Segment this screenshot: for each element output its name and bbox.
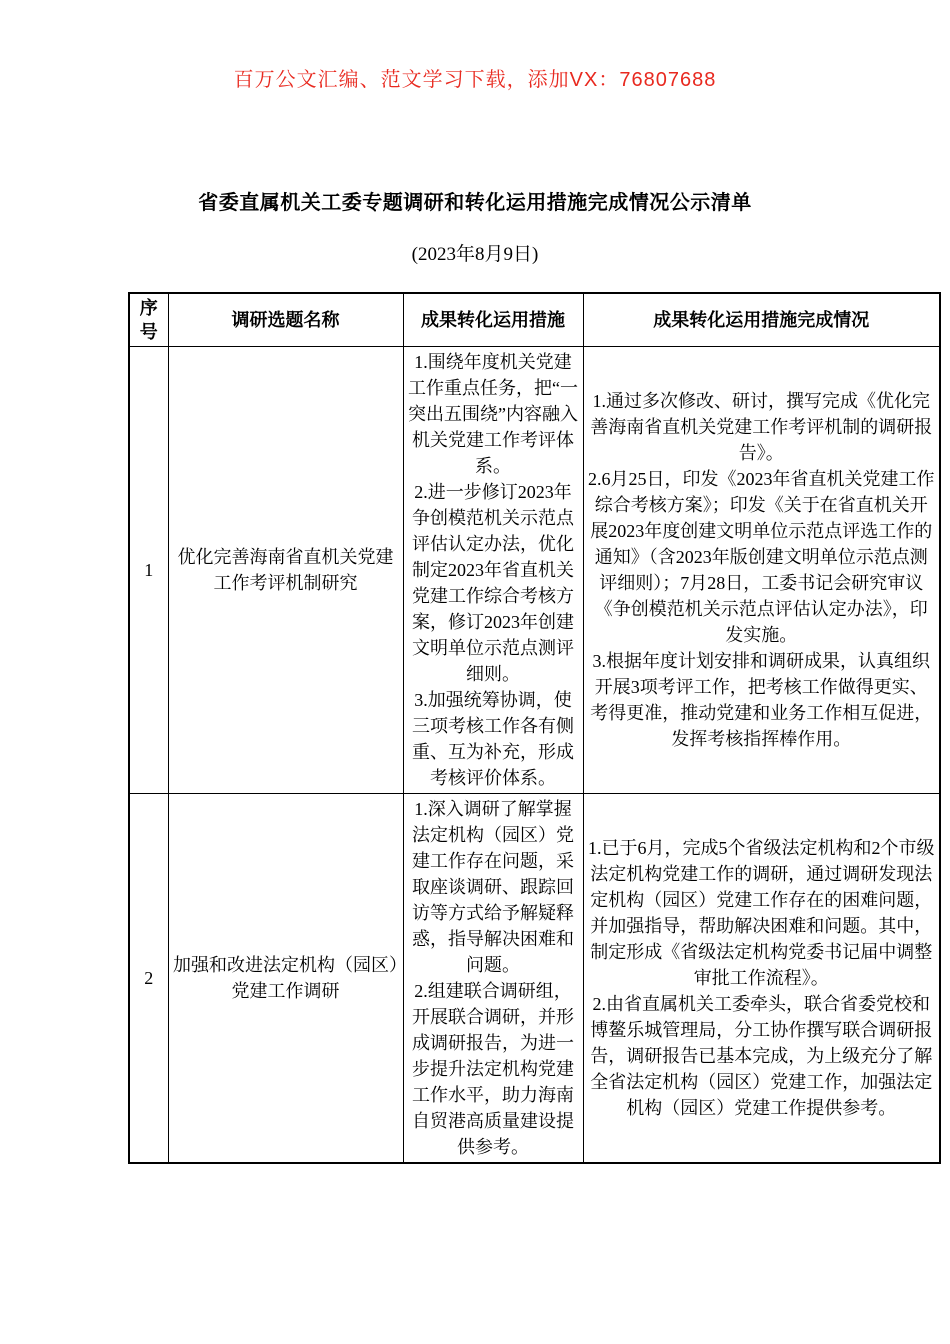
date-line: (2023年8月9日) (411, 244, 539, 265)
table-row (129, 794, 940, 1164)
row-topic-name: 加强和改进法定机构（园区）党建工作调研 (168, 794, 403, 1164)
row-measures (403, 794, 583, 1164)
status-paragraph: 2.由省直属机关工委牵头，联合省委党校和博鳌乐城管理局，分工协作撰写联合调研报告，调研报告已基本完成，为上级充分了解全省法定机构（园区）党建工作，加强法定机构（园区）党建工作提供参考。 (590, 994, 933, 1118)
header-measures: 成果转化运用措施 (403, 293, 583, 347)
measure-paragraph: 2.进一步修订2023年争创模范机关示范点评估认定办法，优化制定2023年省直机关党建工作综合考核方案，修订2023年创建文明单位示范点测评细则。 (412, 482, 574, 684)
status-paragraph: 1.通过多次修改、研讨，撰写完成《优化完善海南省直机关党建工作考评机制的调研报告》。 (590, 391, 933, 463)
promo-banner: 百万公文汇编、范文学习下载，添加VX：76807688 (233, 69, 717, 91)
table-header-row (129, 293, 940, 347)
status-paragraph: 2.6月25日，印发《2023年省直机关党建工作综合考核方案》；印发《关于在省直机关开展2023年度创建文明单位示范点评选工作的通知》（含2023年版创建文明单位示范点测评细则）；7月28日，工委书记会研究审议《争创模范机关示范点评估认定办法》，印发实施。 (588, 469, 935, 645)
row-seq-no: 2 (129, 794, 168, 1164)
page-title: 省委直属机关工委专题调研和转化运用措施完成情况公示清单 (198, 192, 752, 214)
measure-paragraph: 1.深入调研了解掌握法定机构（园区）党建工作存在问题，采取座谈调研、跟踪回访等方式给予解疑释惑，指导解决困难和问题。 (412, 799, 574, 975)
row-measures (403, 347, 583, 794)
row-topic-name: 优化完善海南省直机关党建工作考评机制研究 (168, 347, 403, 794)
status-paragraph: 3.根据年度计划安排和调研成果，认真组织开展3项考评工作，把考核工作做得更实、考得更准，推动党建和业务工作相互促进，发挥考核指挥棒作用。 (590, 651, 933, 749)
table-row (129, 347, 940, 794)
row-completion-status (583, 347, 940, 794)
row-completion-status (583, 794, 940, 1164)
measure-paragraph: 2.组建联合调研组，开展联合调研，并形成调研报告，为进一步提升法定机构党建工作水平，助力海南自贸港高质量建设提供参考。 (412, 981, 574, 1157)
measure-paragraph: 1.围绕年度机关党建工作重点任务，把“一突出五围绕”内容融入机关党建工作考评体系。 (408, 352, 578, 476)
table-body (129, 347, 940, 1164)
row-seq-no: 1 (129, 347, 168, 794)
measure-paragraph: 3.加强统筹协调，使三项考核工作各有侧重、互为补充，形成考核评价体系。 (412, 690, 574, 788)
status-paragraph: 1.已于6月，完成5个省级法定机构和2个市级法定机构党建工作的调研，通过调研发现法定机构（园区）党建工作存在的困难问题，并加强指导，帮助解决困难和问题。其中，制定形成《省级法定机构党委书记届中调整审批工作流程》。 (588, 838, 935, 988)
header-topic-name: 调研选题名称 (168, 293, 403, 347)
header-seq-no: 序号 (129, 293, 168, 347)
status-table (128, 292, 941, 1164)
header-completion-status: 成果转化运用措施完成情况 (583, 293, 940, 347)
